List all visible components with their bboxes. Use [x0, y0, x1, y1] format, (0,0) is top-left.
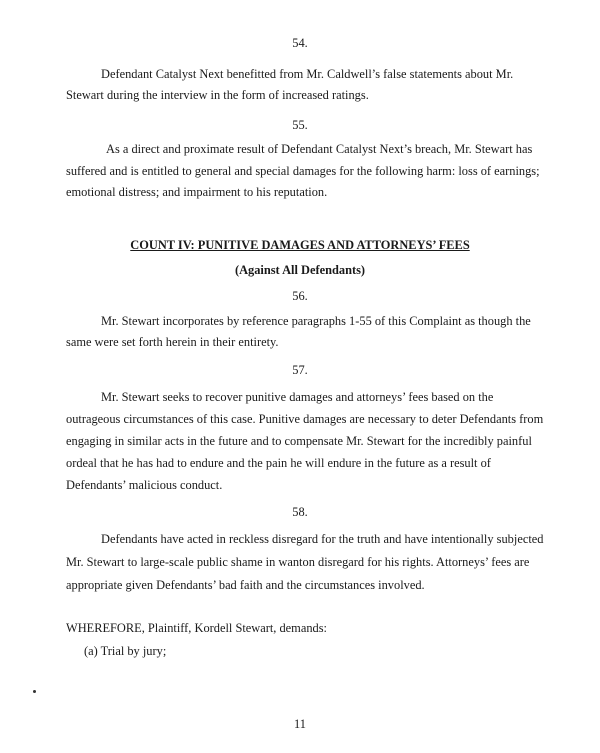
paragraph-number-55: 55.: [292, 118, 308, 132]
paragraph-55-line-3: emotional distress; and impairment to his reputation.: [66, 185, 328, 199]
stray-mark: [33, 690, 36, 693]
paragraph-58-line-2: Mr. Stewart to large-scale public shame in wanton disregard for his rights. Attorneys’ fees are: [66, 555, 530, 569]
paragraph-56-line-2: same were set forth herein in their entirety.: [66, 335, 279, 349]
paragraph-57-line-1: Mr. Stewart seeks to recover punitive damages and attorneys’ fees based on the: [101, 390, 494, 404]
paragraph-54-line-2: Stewart during the interview in the form of increased ratings.: [66, 88, 369, 102]
paragraph-57-line-5: Defendants’ malicious conduct.: [66, 478, 223, 492]
count-heading: COUNT IV: PUNITIVE DAMAGES AND ATTORNEYS’ FEES: [130, 238, 470, 252]
paragraph-55-line-2: suffered and is entitled to general and special damages for the following harm: loss of earnings;: [66, 164, 540, 178]
paragraph-58-line-1: Defendants have acted in reckless disregard for the truth and have intentionally subjected: [101, 532, 544, 546]
paragraph-56-line-1: Mr. Stewart incorporates by reference paragraphs 1-55 of this Complaint as though the: [101, 314, 531, 328]
paragraph-number-54: 54.: [292, 36, 308, 50]
paragraph-54-line-1: Defendant Catalyst Next benefitted from Mr. Caldwell’s false statements about Mr.: [101, 67, 514, 81]
paragraph-57-line-4: ordeal that he has had to endure and the pain he will endure in the future as a result of: [66, 456, 491, 470]
paragraph-number-57: 57.: [292, 363, 308, 377]
paragraph-58-line-3: appropriate given Defendants’ bad faith and the circumstances involved.: [66, 578, 425, 592]
paragraph-57-line-3: engaging in similar acts in the future and to compensate Mr. Stewart for the incredibly painful: [66, 434, 532, 448]
demand-item-a: (a) Trial by jury;: [84, 644, 167, 658]
wherefore-clause: WHEREFORE, Plaintiff, Kordell Stewart, demands:: [66, 621, 327, 635]
count-subheading: (Against All Defendants): [234, 263, 366, 277]
page-number: 11: [294, 717, 306, 731]
paragraph-55-line-1: As a direct and proximate result of Defendant Catalyst Next’s breach, Mr. Stewart has: [106, 142, 533, 156]
paragraph-number-58: 58.: [292, 505, 308, 519]
paragraph-number-56: 56.: [292, 289, 308, 303]
paragraph-57-line-2: outrageous circumstances of this case. Punitive damages are necessary to deter Defendants from: [66, 412, 544, 426]
